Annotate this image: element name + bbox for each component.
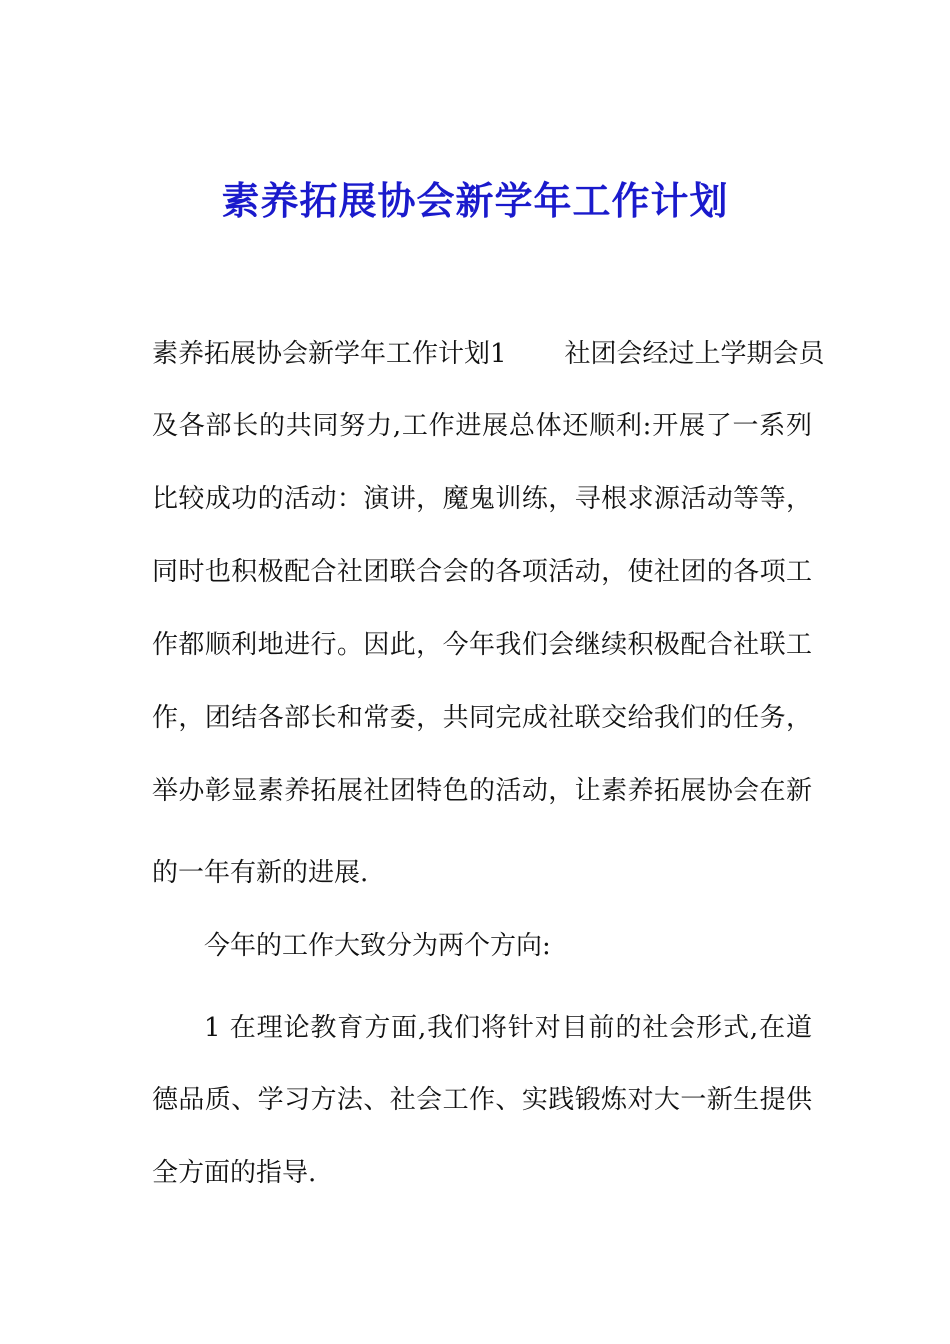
paragraph-line bbox=[152, 334, 825, 374]
paragraph-line: 及各部长的共同努力,工作进展总体还顺利:开展了一系列 bbox=[152, 411, 812, 441]
paragraph-text: 社团会经过上学期会员 bbox=[564, 339, 825, 369]
paragraph-line: 比较成功的活动：演讲，魔鬼训练，寻根求源活动等等， bbox=[152, 484, 812, 514]
paragraph-line: 的一年有新的进展. bbox=[152, 858, 369, 888]
heading-inline: 素养拓展协会新学年工作计划1 bbox=[152, 339, 507, 369]
paragraph-line: 同时也积极配合社团联合会的各项活动，使社团的各项工 bbox=[152, 557, 812, 587]
document-title: 素养拓展协会新学年工作计划 bbox=[221, 178, 729, 223]
paragraph-line: 举办彰显素养拓展社团特色的活动，让素养拓展协会在新 bbox=[152, 776, 812, 806]
paragraph-line: 全方面的指导. bbox=[152, 1158, 317, 1188]
paragraph-line: 今年的工作大致分为两个方向: bbox=[204, 931, 551, 961]
paragraph-line: 1 在理论教育方面,我们将针对目前的社会形式,在道 bbox=[204, 1013, 812, 1043]
paragraph-line: 作，团结各部长和常委，共同完成社联交给我们的任务， bbox=[152, 703, 812, 733]
paragraph-line: 作都顺利地进行。因此，今年我们会继续积极配合社联工 bbox=[152, 630, 812, 660]
paragraph-line: 德品质、学习方法、社会工作、实践锻炼对大一新生提供 bbox=[152, 1085, 812, 1115]
